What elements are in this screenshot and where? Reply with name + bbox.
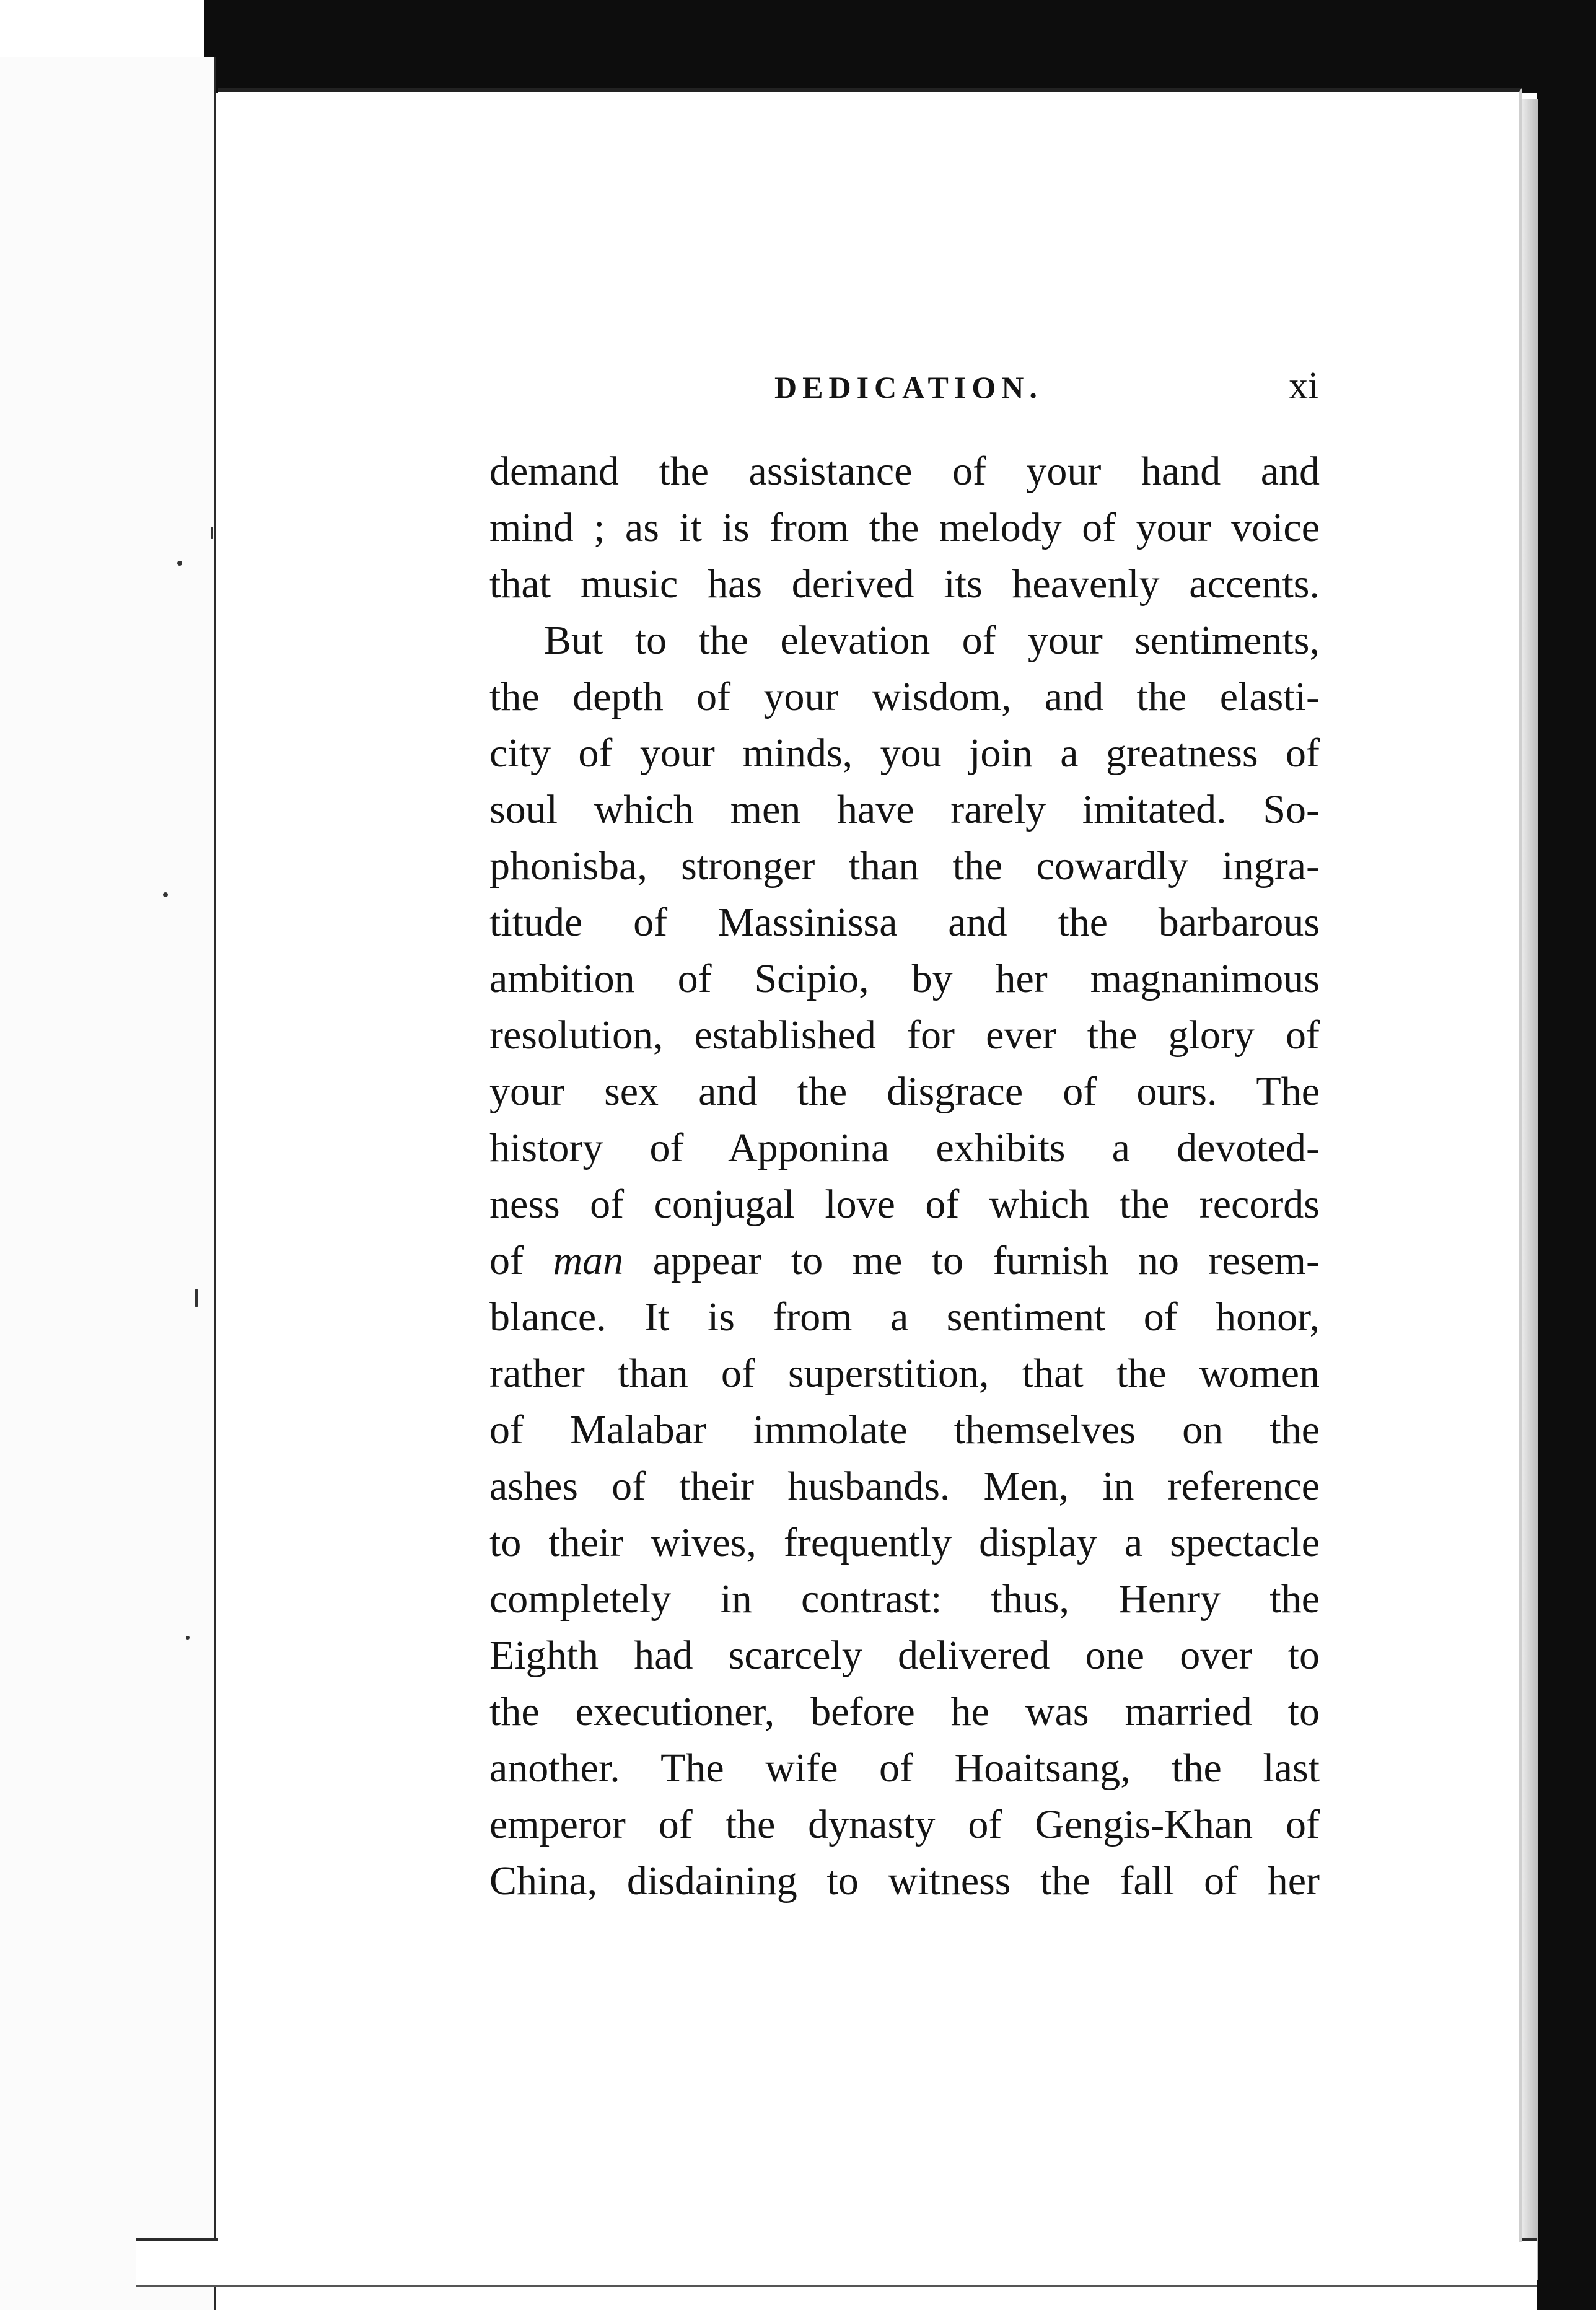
text-line: another. The wife of Hoaitsang, the last xyxy=(489,1746,1320,1791)
text-line: the depth of your wisdom, and the elasti- xyxy=(489,674,1320,719)
text-line: blance. It is from a sentiment of honor, xyxy=(489,1294,1320,1340)
text-line: China, disdaining to witness the fall of her xyxy=(489,1858,1320,1904)
text-line: titude of Massinissa and the barbarous xyxy=(489,900,1320,945)
margin-speck xyxy=(163,892,168,897)
body-text xyxy=(489,443,1320,1909)
text-line: completely in contrast: thus, Henry the xyxy=(489,1576,1320,1622)
page-fore-edge xyxy=(1519,99,1538,2280)
text-line: Eighth had scarcely delivered one over to xyxy=(489,1633,1320,1678)
italic-word: man xyxy=(553,1238,624,1283)
text-line-with-italic xyxy=(489,1232,1320,1289)
facing-page-edge xyxy=(0,57,216,2310)
running-head: DEDICATION. xyxy=(774,370,1043,405)
text-line: ashes of their husbands. Men, in reference xyxy=(489,1464,1320,1509)
page-bottom-edge xyxy=(136,2238,1537,2287)
text-line: of Malabar immolate themselves on the xyxy=(489,1407,1320,1452)
scan-border-top-left xyxy=(0,0,204,57)
text-line: soul which men have rarely imitated. So- xyxy=(489,787,1320,832)
text-line: city of your minds, you join a greatness of xyxy=(489,731,1320,776)
text-line: your sex and the disgrace of ours. The xyxy=(489,1069,1320,1114)
text-line: rather than of superstition, that the women xyxy=(489,1351,1320,1396)
line-rest: appear to me to furnish no resem- xyxy=(652,1238,1320,1283)
text-line: But to the elevation of your sentiments, xyxy=(544,618,1320,663)
margin-speck xyxy=(195,1289,198,1307)
scan-border-top xyxy=(204,0,1596,93)
margin-speck xyxy=(211,527,213,539)
text-line: phonisba, stronger than the cowardly ingra- xyxy=(489,843,1320,889)
page-number: xi xyxy=(1289,365,1319,407)
text-line: emperor of the dynasty of Gengis-Khan of xyxy=(489,1802,1320,1847)
scan-border-right xyxy=(1537,0,1596,2310)
text-line: ness of conjugal love of which the records xyxy=(489,1182,1320,1227)
text-line: to their wives, frequently display a spectacle xyxy=(489,1520,1320,1565)
text-line: mind ; as it is from the melody of your voice xyxy=(489,505,1320,550)
text-line: history of Apponina exhibits a devoted- xyxy=(489,1125,1320,1170)
text-line: resolution, established for ever the glory of xyxy=(489,1012,1320,1058)
margin-speck xyxy=(177,561,182,566)
text-line: that music has derived its heavenly accents. xyxy=(489,561,1320,607)
text-line: the executioner, before he was married to xyxy=(489,1689,1320,1734)
line-prefix: of xyxy=(489,1238,524,1283)
margin-speck xyxy=(186,1636,190,1640)
text-line: demand the assistance of your hand and xyxy=(489,449,1320,494)
text-line: ambition of Scipio, by her magnanimous xyxy=(489,956,1320,1001)
